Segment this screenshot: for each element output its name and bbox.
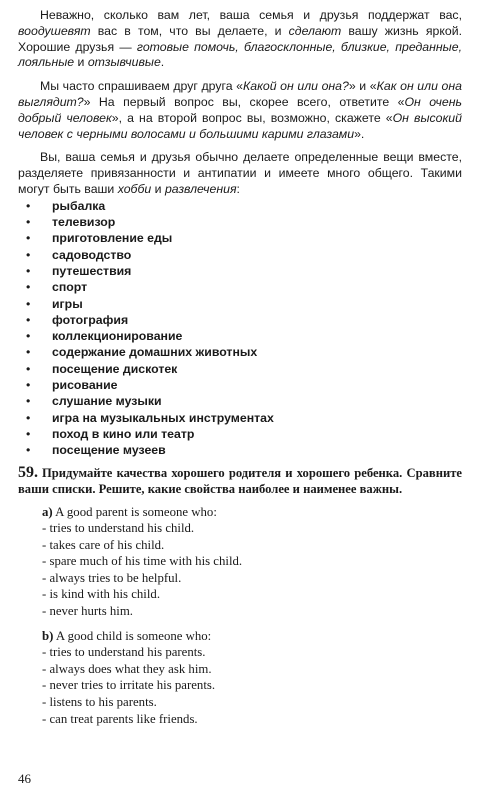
text-run: . (160, 55, 165, 70)
italic-run: готовые помочь, благосклонные, близкие, преданные, лояльные (18, 39, 462, 70)
text-run: » и « (348, 79, 377, 94)
hobbies-intro-paragraph (18, 150, 462, 197)
answer-line: - tries to understand his parents. (42, 645, 206, 660)
text-run: вашу жизнь яркой. Хорошие друзья — (18, 23, 462, 54)
part-a-intro-text: A good parent is someone who: (52, 504, 217, 519)
hobby-label: путешествия (52, 263, 132, 278)
hobby-item (26, 410, 462, 426)
intro-paragraph (18, 8, 462, 71)
answer-line: - never hurts him. (42, 604, 133, 619)
text-run: вас в том, что вы делаете, и (90, 23, 289, 38)
exercise-59 (18, 465, 462, 498)
text-run: и (74, 55, 88, 70)
hobby-item (26, 377, 462, 393)
part-b-label: b) (42, 628, 54, 643)
hobby-label: игры (52, 296, 83, 311)
part-b-lines (42, 644, 462, 727)
part-a-block (42, 504, 462, 620)
italic-run: развлечения (164, 181, 237, 196)
text-run: Мы часто спрашиваем друг друга « (40, 79, 243, 94)
text-run: », а на второй вопрос вы, возможно, скажете « (111, 110, 393, 125)
hobby-item (26, 312, 462, 328)
hobby-label: спорт (52, 280, 88, 295)
answer-line: - can treat parents like friends. (42, 711, 198, 726)
bullet-icon: • (26, 280, 31, 295)
text-run: Неважно, сколько вам лет, ваша семья и друзья поддержат вас, (40, 8, 462, 22)
answer-line: - never tries to irritate his parents. (42, 678, 216, 693)
hobby-label: рыбалка (52, 198, 106, 213)
hobby-label: фотография (52, 312, 129, 327)
bullet-icon: • (26, 361, 31, 376)
answer-line: - tries to understand his child. (42, 521, 195, 536)
bullet-icon: • (26, 378, 31, 393)
italic-run: хобби (117, 181, 152, 196)
italic-run: Он очень добрый человек (18, 94, 462, 125)
hobby-item (26, 442, 462, 458)
questions-paragraph (18, 79, 462, 142)
hobby-label: приготовление еды (52, 231, 173, 246)
bullet-icon: • (26, 231, 31, 246)
part-a-label: a) (42, 504, 53, 519)
answer-line: - listens to his parents. (42, 695, 157, 710)
hobby-label: посещение дискотек (52, 361, 178, 376)
italic-run: сделают (288, 23, 342, 38)
hobby-item (26, 328, 462, 344)
hobby-item (26, 279, 462, 295)
italic-run: Он высокий человек с черными волосами и большими карими глазами (18, 110, 462, 141)
bullet-icon: • (26, 394, 31, 409)
hobby-label: игра на музыкальных инструментах (52, 410, 274, 425)
hobby-item (26, 198, 462, 214)
part-b-intro (42, 628, 462, 645)
bullet-icon: • (26, 198, 31, 213)
answer-line: - spare much of his time with his child. (42, 554, 243, 569)
hobby-label: содержание домашних животных (52, 345, 258, 360)
hobby-item (26, 247, 462, 263)
bullet-icon: • (26, 410, 31, 425)
exercise-instruction: Придумайте качества хорошего родителя и хорошего ребенка. Сравните ваши списки. Решите, какие свойства наиболее и наименее важны. (18, 465, 462, 497)
italic-run: отзывчивые (87, 55, 161, 70)
italic-run: воодушевят (18, 23, 91, 38)
hobby-item (26, 426, 462, 442)
part-a-lines (42, 520, 462, 620)
hobby-item (26, 214, 462, 230)
hobby-item (26, 263, 462, 279)
bullet-icon: • (26, 247, 31, 262)
hobby-item (26, 344, 462, 360)
bullet-icon: • (26, 426, 31, 441)
bullet-icon: • (26, 329, 31, 344)
hobbies-list (18, 198, 462, 459)
hobby-label: садоводство (52, 247, 132, 262)
text-run: ». (354, 126, 365, 141)
part-b-block (42, 628, 462, 728)
hobby-label: коллекционирование (52, 329, 183, 344)
exercise-number: 59. (18, 463, 38, 481)
hobby-item (26, 296, 462, 312)
hobby-label: посещение музеев (52, 443, 166, 458)
text-run: и (151, 181, 165, 196)
bullet-icon: • (26, 443, 31, 458)
bullet-icon: • (26, 296, 31, 311)
answer-line: - takes care of his child. (42, 537, 165, 552)
text-run: » На первый вопрос вы, скорее всего, ответите « (83, 94, 405, 109)
italic-run: Какой он или она? (242, 79, 349, 94)
hobby-label: слушание музыки (52, 394, 162, 409)
part-b-intro-text: A good child is someone who: (53, 628, 212, 643)
bullet-icon: • (26, 215, 31, 230)
page-number: 46 (18, 771, 31, 786)
text-run: : (236, 181, 240, 196)
bullet-icon: • (26, 312, 31, 327)
hobby-label: поход в кино или театр (52, 426, 195, 441)
answer-line: - always tries to be helpful. (42, 570, 182, 585)
hobby-item (26, 361, 462, 377)
hobby-item (26, 230, 462, 246)
hobby-item (26, 393, 462, 409)
bullet-icon: • (26, 345, 31, 360)
bullet-icon: • (26, 263, 31, 278)
text-run: Вы, ваша семья и друзья обычно делаете определенные вещи вместе, разделяете привязанности и антипатии и имеете много общего. Такими могут быть ваши (18, 150, 462, 196)
italic-run: Как он или она выглядит? (18, 79, 462, 109)
hobby-label: телевизор (52, 215, 116, 230)
answer-line: - is kind with his child. (42, 587, 161, 602)
hobby-label: рисование (52, 378, 118, 393)
part-a-intro (42, 504, 462, 521)
answer-line: - always does what they ask him. (42, 661, 212, 676)
